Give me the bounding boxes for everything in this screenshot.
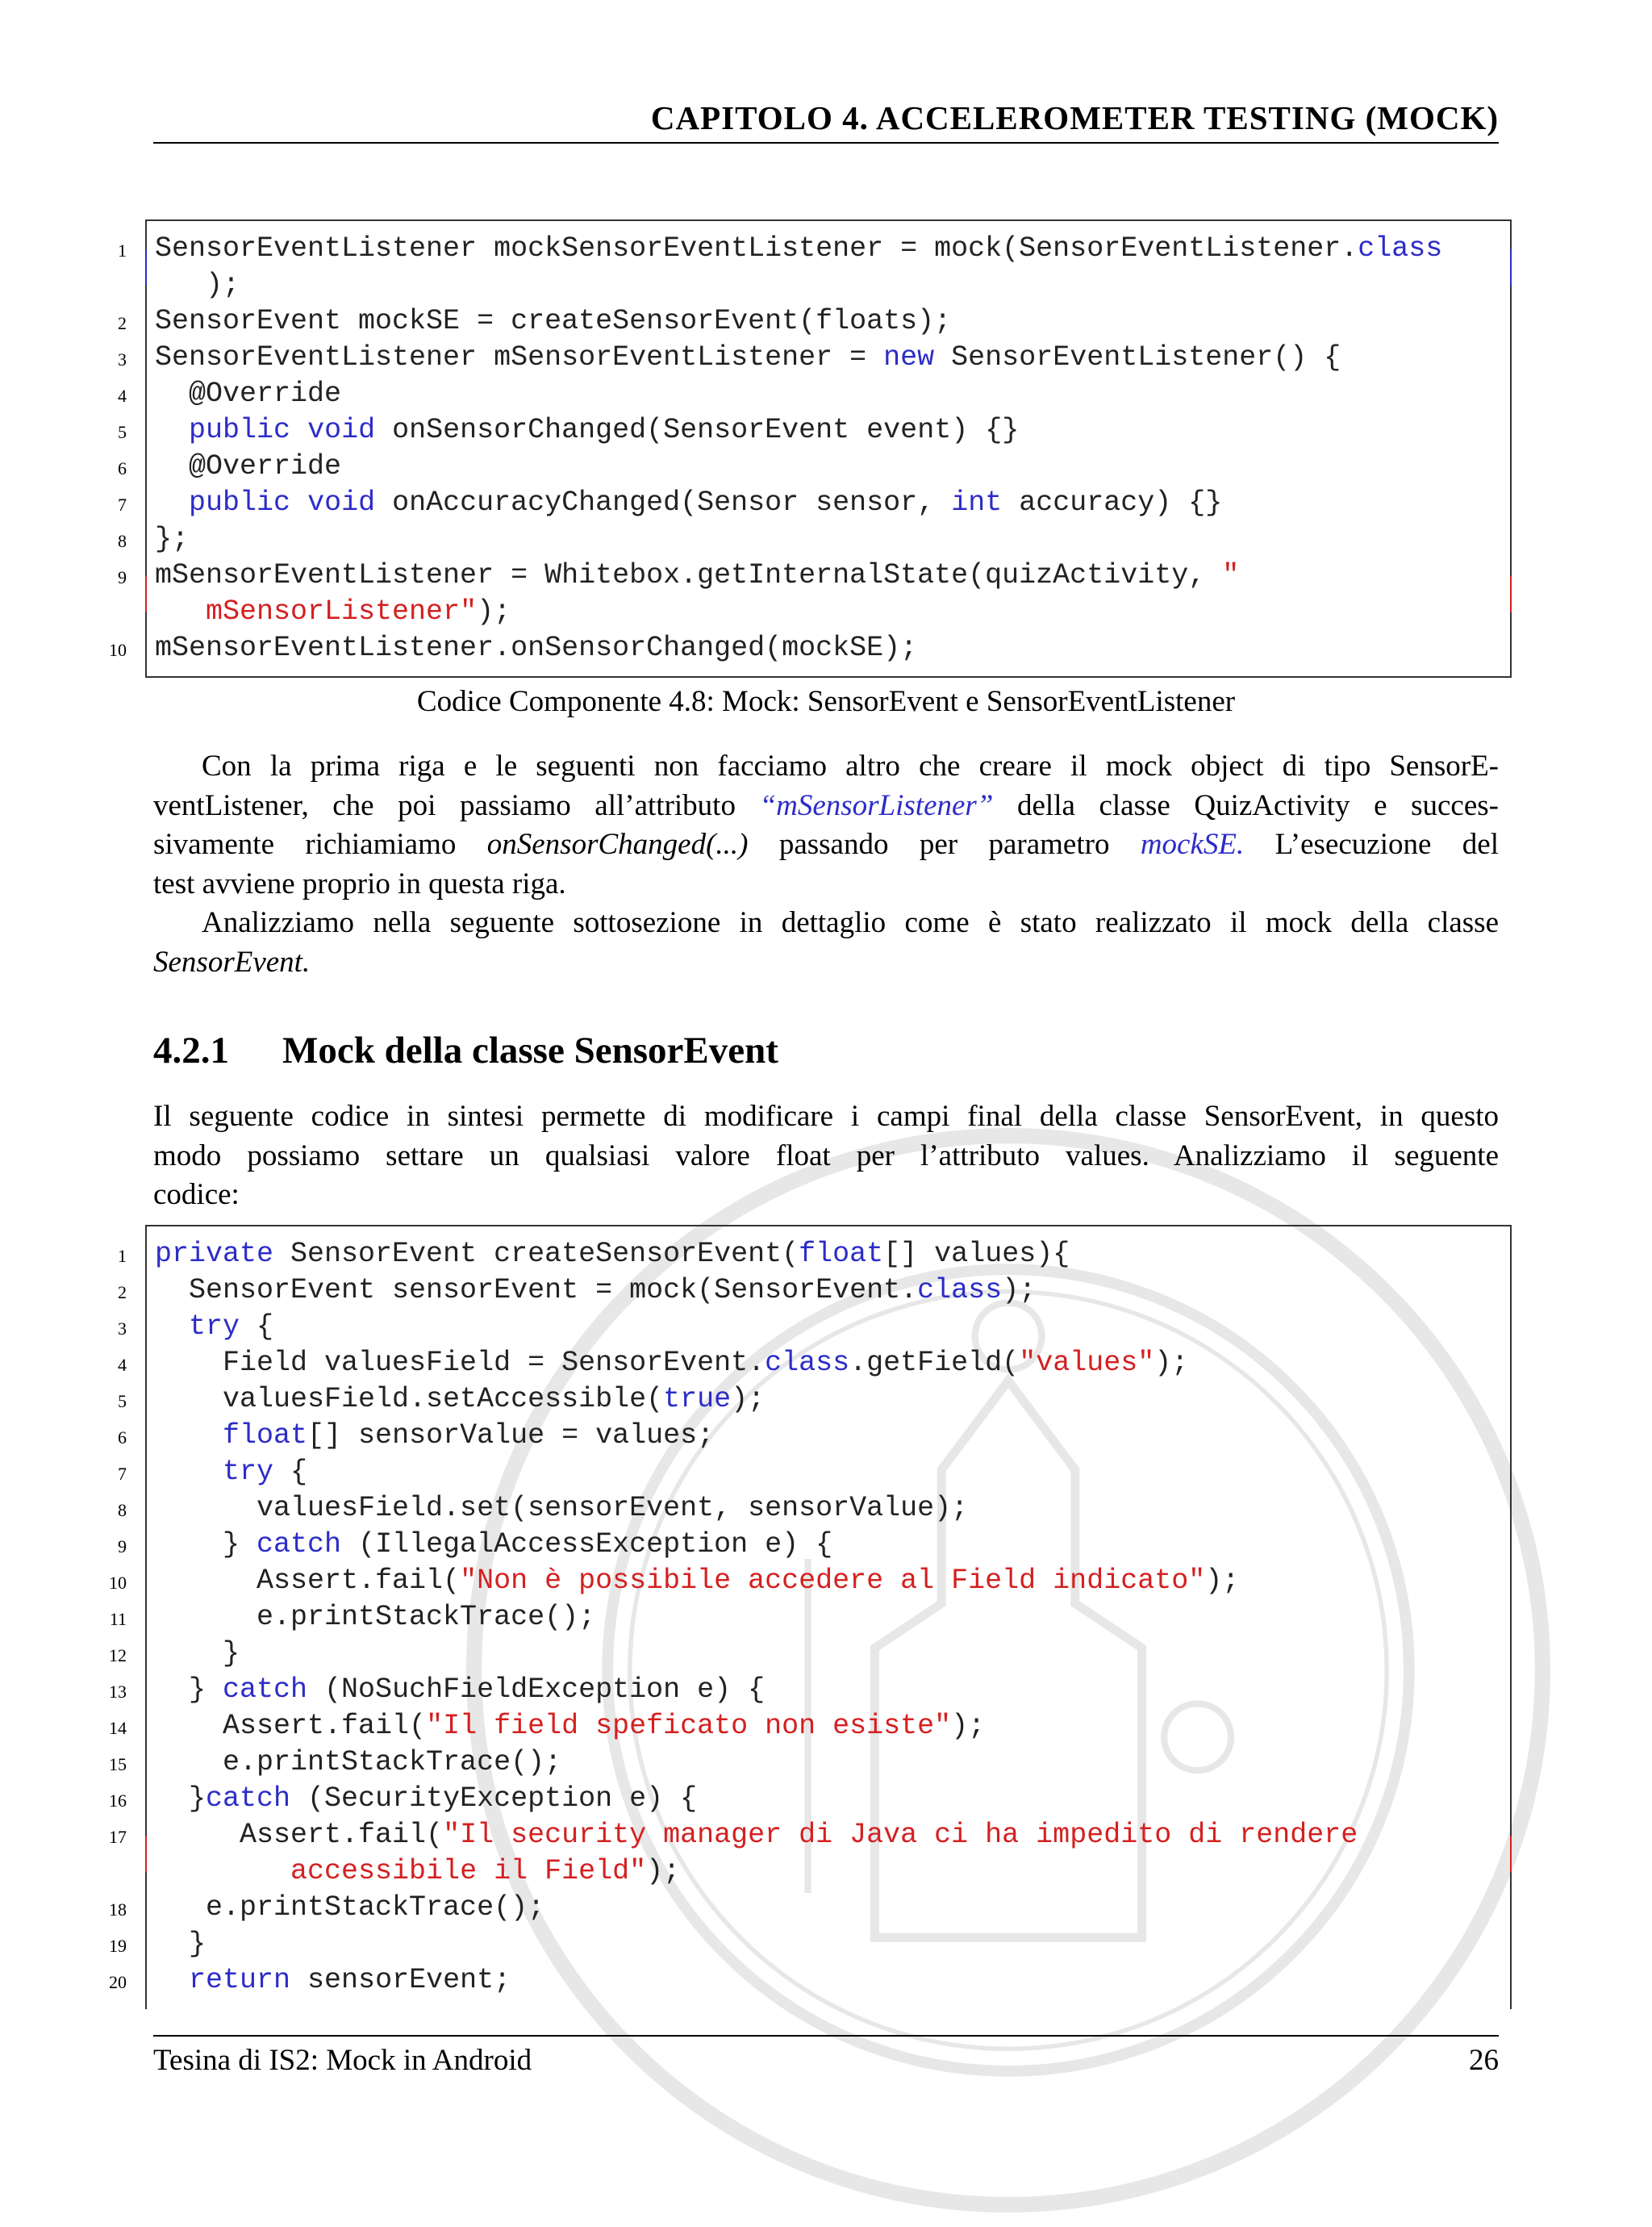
code-line: [155, 340, 1505, 376]
line-wrap-marker: [1510, 249, 1512, 286]
line-number: 8: [118, 531, 127, 551]
code-text: );: [1205, 1565, 1240, 1597]
code-text: Assert.fail(: [155, 1819, 444, 1851]
line-number: 10: [109, 640, 127, 660]
code-keyword: void: [307, 414, 376, 446]
code-text: [155, 1855, 290, 1887]
page-number: 26: [1469, 2044, 1499, 2077]
code-text: [155, 1310, 189, 1343]
code-line: [155, 630, 1505, 666]
line-number: 3: [118, 1318, 127, 1339]
code-line: [155, 1817, 1505, 1853]
header-rule: [153, 142, 1499, 144]
code-text: .getField(: [849, 1347, 1020, 1379]
code-text: [155, 1419, 223, 1452]
code-text: {: [273, 1456, 308, 1488]
code-keyword: public: [189, 414, 291, 446]
line-number: 7: [118, 495, 127, 515]
code-text: sensorEvent;: [290, 1964, 511, 1996]
code-keyword: void: [307, 487, 376, 519]
paragraph-2: [153, 904, 1499, 982]
paragraph-1-line-1: Con la prima riga e le seguenti non facciamo altro che creare il mock object di tipo SensorE-: [202, 750, 1499, 783]
code-text: SensorEvent createSensorEvent(: [273, 1238, 799, 1270]
code-keyword: true: [663, 1383, 732, 1415]
code-line: [155, 1418, 1505, 1454]
line-number: 18: [109, 1899, 127, 1920]
code-text: );: [155, 269, 240, 301]
line-number: 6: [118, 458, 127, 478]
code-text: [155, 414, 189, 446]
code-line: [155, 231, 1505, 267]
code-text: );: [731, 1383, 766, 1415]
code-line: [155, 1926, 1505, 1962]
code-text: }: [155, 1782, 206, 1815]
code-string: mSensorListener": [206, 595, 478, 628]
code-text: [] values){: [883, 1238, 1070, 1270]
line-number: 4: [118, 386, 127, 406]
mockse-reference-link[interactable]: mockSE.: [1140, 828, 1245, 861]
paragraph-3-line-2: modo possiamo settare un qualsiasi valore float per l’attributo values. Analizziamo il seguente: [153, 1139, 1499, 1172]
code-text: );: [646, 1855, 681, 1887]
code-line: [155, 594, 1505, 630]
line-number: 9: [118, 567, 127, 587]
code-text: );: [951, 1710, 986, 1742]
code-line: [155, 1563, 1505, 1599]
code-keyword: try: [223, 1456, 274, 1488]
footer-rule: [153, 2035, 1499, 2037]
code-text: onSensorChanged(SensorEvent event) {}: [375, 414, 1020, 446]
code-listing-2: [109, 1225, 1512, 2009]
code-keyword: int: [951, 487, 1003, 519]
code-text: Assert.fail(: [155, 1565, 461, 1597]
paragraph-1-line-3: [153, 825, 1499, 865]
code-text: (NoSuchFieldException e) {: [307, 1673, 766, 1706]
code-text: [155, 1964, 189, 1996]
code-text: mSensorEventListener = Whitebox.getInternalState(quizActivity,: [155, 559, 1223, 591]
code-string: ": [1222, 559, 1240, 591]
paragraph-1-line-4: test avviene proprio in questa riga.: [153, 867, 566, 900]
code-line: [155, 1454, 1505, 1490]
line-number: 6: [118, 1427, 127, 1448]
code-line: [155, 412, 1505, 449]
code-text: accuracy) {}: [1002, 487, 1223, 519]
paragraph-2-line-1: Analizziamo nella seguente sottosezione in dettaglio come è stato realizzato il mock della classe: [202, 906, 1499, 939]
line-number: 12: [109, 1645, 127, 1665]
text-span: passando per parametro: [748, 828, 1141, 861]
line-number: 5: [118, 1391, 127, 1411]
chapter-header: CAPITOLO 4. ACCELEROMETER TESTING (MOCK): [650, 99, 1499, 136]
code-text: Assert.fail(: [155, 1710, 427, 1742]
line-wrap-marker: [1510, 576, 1512, 612]
line-number: 14: [109, 1718, 127, 1738]
code-line: [155, 1345, 1505, 1381]
code-line: [155, 485, 1505, 521]
code-line: [155, 1781, 1505, 1817]
code-string: "Non è possibile accedere al Field indicato": [460, 1565, 1206, 1597]
line-number: 10: [109, 1573, 127, 1593]
code-text: }: [155, 1528, 257, 1561]
code-keyword: public: [189, 487, 291, 519]
line-number: 1: [118, 1246, 127, 1266]
code-line: [155, 1309, 1505, 1345]
code-text: [290, 414, 307, 446]
code-text: SensorEventListener mSensorEventListener =: [155, 341, 884, 374]
attribute-reference-link[interactable]: “mSensorListener”: [759, 788, 994, 822]
code-text: );: [1154, 1347, 1189, 1379]
code-line: [155, 1636, 1505, 1672]
code-listing-1: [109, 219, 1512, 678]
code-keyword: class: [917, 1274, 1003, 1306]
code-text: [290, 487, 307, 519]
code-line: [155, 558, 1505, 594]
code-text: SensorEvent mockSE = createSensorEvent(floats);: [155, 305, 952, 337]
line-number: 19: [109, 1936, 127, 1956]
code-text: onAccuracyChanged(Sensor sensor,: [375, 487, 952, 519]
code-line: [155, 1853, 1505, 1890]
code-line: [155, 1672, 1505, 1708]
section-number: 4.2.1: [153, 1030, 229, 1072]
line-number: 16: [109, 1790, 127, 1811]
code-string: accessibile il Field": [290, 1855, 647, 1887]
text-span: della classe QuizActivity e succes-: [993, 788, 1499, 822]
paragraph-3-line-1: Il seguente codice in sintesi permette di modificare i campi final della classe SensorEvent, in questo: [153, 1100, 1499, 1133]
code-line: [155, 376, 1505, 412]
code-line: [155, 1708, 1505, 1744]
code-text: e.printStackTrace();: [155, 1601, 596, 1633]
code-keyword: return: [189, 1964, 291, 1996]
code-line: [155, 521, 1505, 558]
code-text: [155, 595, 206, 628]
line-number: 3: [118, 349, 127, 370]
text-span: L’esecuzione del: [1244, 828, 1499, 861]
code-keyword: private: [155, 1238, 274, 1270]
code-line: [155, 267, 1505, 303]
code-text: }: [155, 1673, 223, 1706]
line-wrap-marker: [145, 249, 147, 286]
line-number: 2: [118, 313, 127, 333]
code-line: [155, 1890, 1505, 1926]
code-text: mSensorEventListener.onSensorChanged(mockSE);: [155, 632, 918, 664]
method-name: onSensorChanged(...): [486, 828, 749, 861]
code-line: [155, 1527, 1505, 1563]
paragraph-1: [153, 747, 1499, 904]
code-text: }: [155, 1637, 240, 1669]
code-keyword: class: [765, 1347, 850, 1379]
section-heading: [153, 1029, 778, 1072]
code-string: "values": [1019, 1347, 1155, 1379]
line-number: 1: [118, 240, 127, 261]
code-text: );: [1002, 1274, 1037, 1306]
code-keyword: float: [799, 1238, 884, 1270]
code-keyword: try: [189, 1310, 240, 1343]
paragraph-1-line-2: [153, 787, 1499, 826]
text-span: ventListener, che poi passiamo all’attributo: [153, 788, 760, 822]
line-wrap-marker: [145, 576, 147, 612]
line-number: 11: [109, 1609, 127, 1629]
code-text: (SecurityException e) {: [290, 1782, 698, 1815]
code-text: [] sensorValue = values;: [307, 1419, 715, 1452]
code-text: valuesField.set(sensorEvent, sensorValue);: [155, 1492, 969, 1524]
line-wrap-marker: [145, 1836, 147, 1872]
code-line: [155, 1744, 1505, 1781]
code-text: e.printStackTrace();: [155, 1891, 545, 1924]
line-number: 8: [118, 1500, 127, 1520]
code-line: [155, 1599, 1505, 1636]
line-number: 20: [109, 1972, 127, 1992]
line-number: 13: [109, 1682, 127, 1702]
line-number: 7: [118, 1464, 127, 1484]
line-number: 17: [109, 1827, 127, 1847]
listing-caption: Codice Componente 4.8: Mock: SensorEvent e SensorEventListener: [416, 685, 1236, 718]
paragraph-3: [153, 1097, 1499, 1215]
line-number: 2: [118, 1282, 127, 1302]
line-number: 5: [118, 422, 127, 442]
code-text: SensorEventListener mockSensorEventListener = mock(SensorEventListener.: [155, 232, 1358, 265]
line-wrap-marker: [1510, 1836, 1512, 1872]
paragraph-2-line-2: SensorEvent.: [153, 945, 311, 979]
code-text: @Override: [155, 378, 342, 410]
code-text: [155, 487, 189, 519]
code-text: (IllegalAccessException e) {: [341, 1528, 833, 1561]
code-text: @Override: [155, 450, 342, 483]
code-line: [155, 1381, 1505, 1418]
code-line: [155, 449, 1505, 485]
code-keyword: catch: [257, 1528, 342, 1561]
code-string: "Il security manager di Java ci ha impedito di rendere: [443, 1819, 1358, 1851]
code-text: Field valuesField = SensorEvent.: [155, 1347, 766, 1379]
code-line: [155, 1962, 1505, 1999]
line-number: 9: [118, 1536, 127, 1556]
code-string: "Il field speficato non esiste": [426, 1710, 952, 1742]
code-text: }: [155, 1928, 206, 1960]
code-keyword: new: [883, 341, 935, 374]
code-text: );: [477, 595, 511, 628]
line-number: 4: [118, 1355, 127, 1375]
section-title: Mock della classe SensorEvent: [282, 1030, 778, 1072]
line-number: 15: [109, 1754, 127, 1774]
code-keyword: catch: [223, 1673, 308, 1706]
footer-title: Tesina di IS2: Mock in Android: [153, 2044, 532, 2077]
code-line: [155, 1490, 1505, 1527]
code-text: };: [155, 523, 190, 555]
code-text: SensorEventListener() {: [934, 341, 1341, 374]
code-keyword: class: [1358, 232, 1443, 265]
code-line: [155, 303, 1505, 340]
code-line: [155, 1272, 1505, 1309]
code-text: {: [240, 1310, 274, 1343]
code-keyword: catch: [206, 1782, 291, 1815]
paragraph-3-line-3: codice:: [153, 1178, 240, 1211]
code-text: [155, 1456, 223, 1488]
code-text: e.printStackTrace();: [155, 1746, 562, 1778]
code-text: SensorEvent sensorEvent = mock(SensorEvent.: [155, 1274, 918, 1306]
code-keyword: float: [223, 1419, 308, 1452]
code-text: valuesField.setAccessible(: [155, 1383, 664, 1415]
text-span: sivamente richiamiamo: [153, 828, 487, 861]
code-line: [155, 1236, 1505, 1272]
